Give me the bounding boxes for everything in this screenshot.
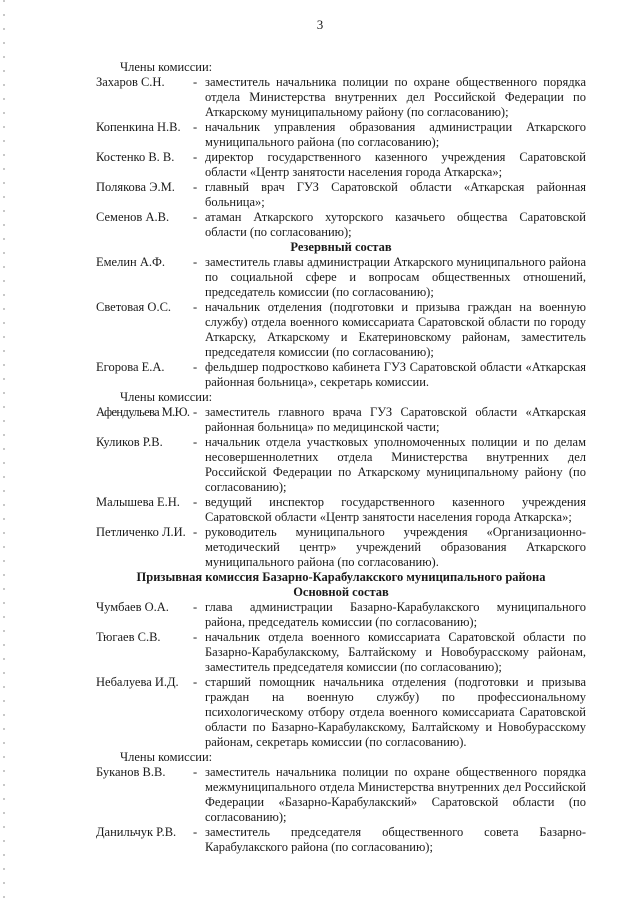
member-name: Световая О.С. bbox=[96, 300, 172, 314]
member-position: начальник управления образования администрации Аткарского муниципального района (по согласованию); bbox=[205, 120, 586, 149]
member-entry bbox=[96, 300, 586, 360]
member-position: директор государственного казенного учреждения Саратовской области «Центр занятости населения города Аткарска»; bbox=[205, 150, 586, 179]
member-position: руководитель муниципального учреждения «Организационно-методический центр» учреждений образования Аткарского муниципального района (по согласованию). bbox=[205, 525, 586, 569]
member-entry bbox=[96, 180, 586, 210]
member-name: Полякова Э.М. bbox=[96, 180, 175, 194]
member-entry bbox=[96, 255, 586, 300]
member-position: заместитель председателя общественного совета Базарно-Карабулакского района (по согласованию); bbox=[205, 825, 586, 854]
member-entry bbox=[96, 150, 586, 180]
member-name: Данильчук Р.В. bbox=[96, 825, 177, 839]
dash-separator: - bbox=[193, 495, 198, 509]
member-name: Костенко В. В. bbox=[96, 150, 175, 164]
member-entry bbox=[96, 210, 586, 240]
dash-separator: - bbox=[193, 180, 198, 194]
member-position: старший помощник начальника отделения (подготовки и призыва граждан на военную службу) по профессиональному психологическому отбору отдела военного комиссариата Саратовской области по Базарно-Карабулакскому, Балтайскому и Новобурасскому районам, секретарь комиссии (по согласованию). bbox=[205, 675, 586, 749]
member-name: Небалуева И.Д. bbox=[96, 675, 179, 689]
member-position: начальник отдела военного комиссариата Саратовской области по Базарно-Карабулакскому, Балтайскому и Новобурасскому районам, заместитель председателя комиссии (по согласованию); bbox=[205, 630, 586, 674]
binder-margin bbox=[3, 0, 5, 905]
member-entry bbox=[96, 525, 586, 570]
member-position: заместитель начальника полиции по охране общественного порядка отдела Министерства внутренних дел Российской Федерации по Аткарскому муниципальному району (по согласованию); bbox=[205, 75, 586, 119]
dash-separator: - bbox=[193, 405, 198, 419]
member-name: Егорова Е.А. bbox=[96, 360, 165, 374]
members-subheading: Члены комиссии: bbox=[120, 750, 213, 764]
member-name: Тюгаев С.В. bbox=[96, 630, 161, 644]
dash-separator: - bbox=[193, 600, 198, 614]
member-entry bbox=[96, 405, 586, 435]
dash-separator: - bbox=[193, 300, 198, 314]
member-entry bbox=[96, 600, 586, 630]
document-body bbox=[96, 60, 586, 855]
member-name: Афендульева М.Ю. bbox=[96, 405, 190, 419]
dash-separator: - bbox=[193, 120, 198, 134]
member-entry bbox=[96, 825, 586, 855]
member-entry bbox=[96, 75, 586, 120]
member-entry bbox=[96, 435, 586, 495]
member-name: Чумбаев О.А. bbox=[96, 600, 169, 614]
dash-separator: - bbox=[193, 765, 198, 779]
member-entry bbox=[96, 675, 586, 750]
dash-separator: - bbox=[193, 255, 198, 269]
member-name: Петличенко Л.И. bbox=[96, 525, 186, 539]
dash-separator: - bbox=[193, 525, 198, 539]
member-position: ведущий инспектор государственного казенного учреждения Саратовской области «Центр занятости населения города Аткарска»; bbox=[205, 495, 586, 524]
member-position: заместитель главного врача ГУЗ Саратовской области «Аткарская районная больница» по медицинской части; bbox=[205, 405, 586, 434]
member-name: Семенов А.В. bbox=[96, 210, 170, 224]
member-name: Буканов В.В. bbox=[96, 765, 166, 779]
members-subheading: Члены комиссии: bbox=[120, 390, 213, 404]
member-position: главный врач ГУЗ Саратовской области «Аткарская районная больница»; bbox=[205, 180, 586, 209]
member-position: заместитель начальника полиции по охране общественного порядка межмуниципального отдела Министерства внутренних дел Российской Федерации «Базарно-Карабулакский» Саратовской области (по согласованию); bbox=[205, 765, 586, 824]
member-entry bbox=[96, 630, 586, 675]
dash-separator: - bbox=[193, 150, 198, 164]
member-entry bbox=[96, 495, 586, 525]
dash-separator: - bbox=[193, 360, 198, 374]
members-subheading: Члены комиссии: bbox=[120, 60, 213, 74]
dash-separator: - bbox=[193, 435, 198, 449]
dash-separator: - bbox=[193, 630, 198, 644]
member-name: Малышева Е.Н. bbox=[96, 495, 180, 509]
dash-separator: - bbox=[193, 210, 198, 224]
member-position: фельдшер подростково кабинета ГУЗ Саратовской области «Аткарская районная больница», секретарь комиссии. bbox=[205, 360, 586, 389]
member-name: Захаров С.Н. bbox=[96, 75, 165, 89]
member-name: Куликов Р.В. bbox=[96, 435, 163, 449]
member-position: начальник отделения (подготовки и призыва граждан на военную службу) отдела военного комиссариата Саратовской области по городу Аткарску, Аткарскому и Екатериновскому районам, заместитель председателя комиссии (по согласованию); bbox=[205, 300, 586, 359]
page-number: 3 bbox=[316, 17, 324, 32]
member-position: атаман Аткарского хуторского казачьего общества Саратовской области (по согласованию); bbox=[205, 210, 586, 239]
member-entry bbox=[96, 120, 586, 150]
member-name: Емелин А.Ф. bbox=[96, 255, 165, 269]
member-position: глава администрации Базарно-Карабулакского муниципального района, председатель комиссии (по согласованию); bbox=[205, 600, 586, 629]
member-entry bbox=[96, 765, 586, 825]
member-name: Копенкина Н.В. bbox=[96, 120, 181, 134]
dash-separator: - bbox=[193, 75, 198, 89]
section-heading: Основной состав bbox=[293, 585, 389, 599]
section-heading: Призывная комиссия Базарно-Карабулакского муниципального района bbox=[136, 570, 546, 584]
member-position: заместитель главы администрации Аткарского муниципального района по социальной сфере и вопросам общественных отношений, председатель комиссии (по согласованию); bbox=[205, 255, 586, 299]
section-heading: Резервный состав bbox=[290, 240, 392, 254]
dash-separator: - bbox=[193, 825, 198, 839]
dash-separator: - bbox=[193, 675, 198, 689]
member-entry bbox=[96, 360, 586, 390]
member-position: начальник отдела участковых уполномоченных полиции и по делам несовершеннолетних отдела Министерства внутренних дел Российской Федерации по Аткарскому муниципальному району (по согласованию); bbox=[205, 435, 586, 494]
